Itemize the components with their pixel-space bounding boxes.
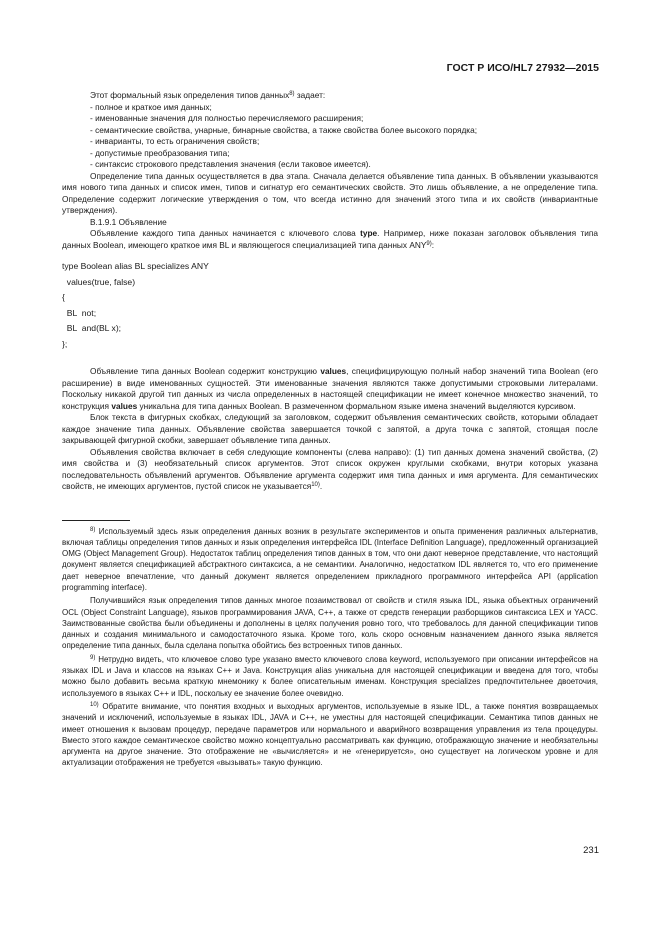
footnote-text: Обратите внимание, что понятия входных и выходных аргументов, используемые в языке IDL, а также понятия возвращаемых значений и исключений, используемые в языках IDL, JAVA и C++, не уместны для настоящей спецификации. Семантика типов данных не имеет отношения к вызовам процедур, передаче параметров или нормального и аварийного возвращения управления из тела процедуры. Вместо этого каждое семантическое свойство можно концептуально рассматривать как функцию, отображающую значение и необязательны аргумента на другое значение. Это отображение не «вычисляется» и не «генерируется», оно существует на логическом уровне и для актуализации отображения не требуется «вызывать» такую функцию. bbox=[62, 701, 598, 768]
text-span: . bbox=[319, 481, 323, 491]
footnote-text: Используемый здесь язык определения данных возник в результате экспериментов и опыта применения различных альтернатив, включая таблицы определения типов данных и язык определения интерфейса IDL (Interface Definition Language), предложенный организацией OMG (Object Management Group). Недостаток таблиц определения типов данных в том, что они дают неверное представление, что настоящий документ является спецификацией абстрактного синтаксиса, а не семантики. Аналогично, недостатком IDL является то, что его применение дает неверное впечатление, что данный документ является определением прикладного программного интерфейса API (application programming interface). bbox=[62, 526, 598, 592]
paragraph-declaration bbox=[62, 228, 598, 251]
footnote-ref-9[interactable]: 9) bbox=[426, 240, 432, 247]
footnote-divider bbox=[62, 520, 130, 521]
footnote-number: 9) bbox=[90, 654, 96, 661]
footnote-10 bbox=[62, 701, 598, 769]
text-span: уникальна для типа данных Boolean. В размеченном формальном языке имена значений выделяются курсивом. bbox=[137, 400, 576, 411]
code-line: }; bbox=[62, 338, 68, 349]
list-item: - семантические свойства, унарные, бинарные свойства, а также свойства более высокого порядка; bbox=[90, 124, 478, 135]
footnote-number: 8) bbox=[90, 526, 96, 533]
list-item: - синтаксис строкового представления значения (если таковое имеется). bbox=[90, 159, 371, 169]
paragraph-property bbox=[62, 447, 598, 493]
list-item: - допустимые преобразования типа; bbox=[90, 147, 230, 158]
list-item: - полное и краткое имя данных; bbox=[90, 101, 212, 112]
text-span: Объявление каждого типа данных начинается с ключевого слова bbox=[90, 228, 361, 238]
text-span: . Например, ниже показан заголовок объявления типа данных Boolean, имеющего краткое имя BL и являющегося специализацией типа данных ANY bbox=[62, 228, 598, 250]
intro-text: Этот формальный язык определения типов данных bbox=[90, 90, 290, 100]
feature-list bbox=[62, 102, 598, 171]
paragraph-definition: Определение типа данных осуществляется в два этапа. Сначала делается объявление типа данных. В объявлении указываются имя нового типа данных и список имен, типов и сигнатур его семантических свойств. Это лишь объявление, а не определение типа. Определение содержит логические утверждения о том, что всегда истинно для значений этого типа и их свойств (инвариантные утверждения). bbox=[62, 170, 598, 215]
text-span: Объявление типа данных Boolean содержит конструкцию bbox=[90, 366, 321, 376]
paragraph-braces: Блок текста в фигурных скобках, следующий за заголовком, содержит объявления семантических свойств, которыми обладает каждое значение типа данных. Объявление свойства завершается точкой с запятой, а друга точка с запятой, стоящая после закрывающей фигурной скобки, завершает объявление типа данных. bbox=[62, 412, 598, 445]
page-number: 231 bbox=[583, 845, 599, 856]
page-body bbox=[62, 90, 598, 769]
document-header: ГОСТ Р ИСО/HL7 27932—2015 bbox=[446, 62, 599, 74]
code-line: values(true, false) bbox=[62, 276, 136, 287]
keyword-type: type bbox=[360, 228, 378, 238]
code-line: BL and(BL x); bbox=[62, 323, 122, 333]
text-span: , специфицирующую полный набор значений типа Boolean (его расширение) в виде именованных сущностей. Эти именованные значения являются также допустимыми строковыми литералами. Поскольку никакой другой тип данных из числа определенных в настоящей спецификации не имеет конечное множество значений, то конструкция bbox=[62, 366, 599, 411]
code-line: { bbox=[62, 292, 65, 302]
list-item: - именованные значения для полностью перечисляемого расширения; bbox=[90, 113, 364, 123]
footnote-ref-10[interactable]: 10) bbox=[311, 482, 320, 488]
footnote-number: 10) bbox=[90, 701, 99, 708]
code-line: BL not; bbox=[62, 307, 97, 318]
footnote-8 bbox=[62, 526, 598, 594]
footnote-text: Нетрудно видеть, что ключевое слово type указано вместо ключевого слова keyword, используемого при описании интерфейсов на языках IDL и Java и классов на языках C++ и Java. Конструкция alias уникальна для настоящей спецификации и введена для того, чтобы можно было добавить весьма краткую мнемонику к более описательным именам. Конструкция specializes предпочтительнее двоеточия, используемого в языках C++ и IDL, поскольку ее значение более очевидно. bbox=[62, 654, 598, 698]
code-block bbox=[62, 259, 598, 352]
intro-tail: задает: bbox=[294, 90, 326, 100]
paragraph-values bbox=[62, 366, 598, 412]
footnote-ref-8[interactable]: 8) bbox=[289, 91, 295, 97]
list-item: - инварианты, то есть ограничения свойств; bbox=[90, 136, 260, 146]
code-line: type Boolean alias BL specializes ANY bbox=[62, 261, 209, 271]
intro-paragraph bbox=[62, 90, 598, 102]
footnote-8-continued: Получившийся язык определения типов данных многое позаимствовал от свойств и стиля языка IDL, языка объектных ограничений OCL (Object Constraint Language), языков программирования JAVA, C++, а также от средств генерации разборщиков синтаксиса LEX и YACC. Заимствованные свойства были объединены и дополнены в целях получения ровно того, что требовалось для данной спецификации типов данных и создания минимального и самодостаточного языка. Кроме того, коль скоро основным назначением данного языка является определение типа данных, была сделана попытка обойтись без встроенных типов данных. bbox=[62, 596, 598, 651]
text-span: : bbox=[431, 239, 435, 250]
keyword-values: values bbox=[320, 366, 347, 376]
keyword-values: values bbox=[111, 400, 138, 411]
footnote-9 bbox=[62, 654, 598, 699]
text-span: Объявления свойства включает в себя следующие компоненты (слева направо): (1) тип данных домена значений свойства, (2) имя свойства и (3) необязательный список аргументов. Этот список окружен круглыми скобками, внутри которых указана последовательность объявлений аргументов. Объявление аргумента содержит имя типа данных и имя аргумента. Для семантических свойств, не имеющих аргументов, пустой список не указывается bbox=[62, 446, 598, 491]
section-heading: В.1.9.1 Объявление bbox=[90, 216, 167, 227]
